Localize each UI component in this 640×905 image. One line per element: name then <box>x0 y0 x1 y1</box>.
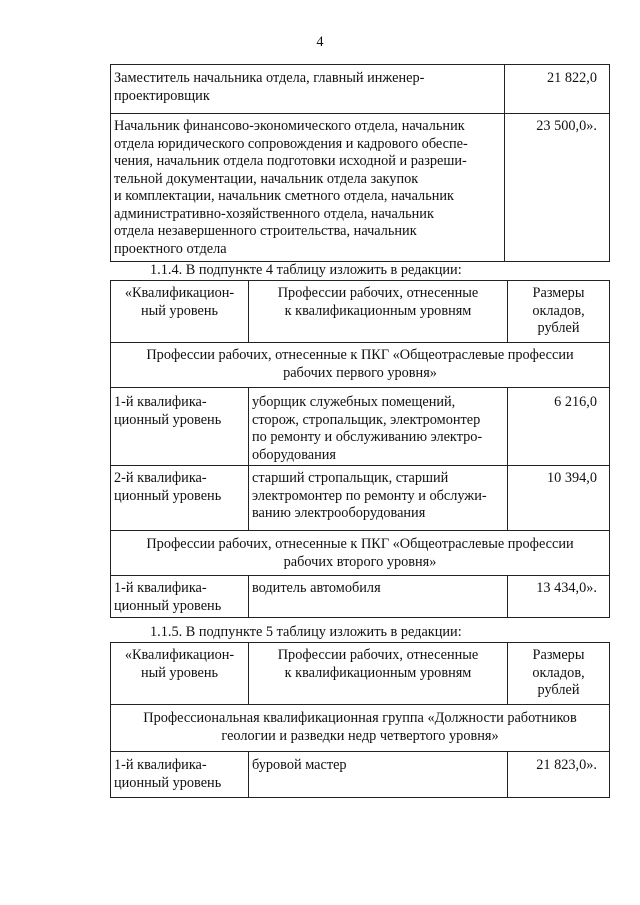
page-number: 4 <box>316 34 324 50</box>
workers-table-114 <box>110 280 610 618</box>
header-salary: Размеры окладов, рублей <box>508 281 610 343</box>
qualification-level: 1-й квалифика- ционный уровень <box>111 388 249 466</box>
table-row <box>111 752 610 798</box>
table-row <box>111 114 610 262</box>
table-row <box>111 576 610 618</box>
table-header-row <box>111 281 610 343</box>
header-salary: Размеры окладов, рублей <box>508 643 610 705</box>
profession-list: водитель автомобиля <box>249 576 508 618</box>
table-header-row <box>111 643 610 705</box>
header-qualification-level: «Квалификацион- ный уровень <box>111 281 249 343</box>
position-title: Начальник финансово-экономического отдела, начальник отдела юридического сопровождения и кадрового обеспе- чения, начальник отдела подготовки исходной и разреши- тельной документации, начальник отдела закупок и комплектации, начальник сметного отдела, начальник административно-хозяйственного отдела, начальник отдела незавершенного строительства, начальник проектного отдела <box>111 114 505 262</box>
group-title-row <box>111 343 610 388</box>
profession-list: буровой мастер <box>249 752 508 798</box>
position-title: Заместитель начальника отдела, главный инженер- проектировщик <box>111 65 505 114</box>
salary-value: 13 434,0». <box>508 576 610 618</box>
salary-value: 23 500,0». <box>505 114 610 262</box>
salary-value: 10 394,0 <box>508 466 610 531</box>
group-title-row <box>111 531 610 576</box>
profession-list: уборщик служебных помещений, сторож, стропальщик, электромонтер по ремонту и обслуживанию электро- оборудования <box>249 388 508 466</box>
workers-table-115 <box>110 642 610 798</box>
group-title: Профессии рабочих, отнесенные к ПКГ «Общеотраслевые профессии рабочих первого уровня» <box>111 343 610 388</box>
table-row <box>111 65 610 114</box>
section-heading-115: 1.1.5. В подпункте 5 таблицу изложить в редакции: <box>150 624 462 640</box>
table-row <box>111 388 610 466</box>
salary-value: 6 216,0 <box>508 388 610 466</box>
group-title-row <box>111 705 610 752</box>
top-salary-table <box>110 64 610 262</box>
header-professions: Профессии рабочих, отнесенные к квалификационным уровням <box>249 643 508 705</box>
qualification-level: 1-й квалифика- ционный уровень <box>111 752 249 798</box>
profession-list: старший стропальщик, старший электромонтер по ремонту и обслужи- ванию электрооборудования <box>249 466 508 531</box>
header-qualification-level: «Квалификацион- ный уровень <box>111 643 249 705</box>
section-heading-114: 1.1.4. В подпункте 4 таблицу изложить в редакции: <box>150 262 462 278</box>
group-title: Профессиональная квалификационная группа «Должности работников геологии и разведки недр четвертого уровня» <box>111 705 610 752</box>
salary-value: 21 823,0». <box>508 752 610 798</box>
table-row <box>111 466 610 531</box>
qualification-level: 2-й квалифика- ционный уровень <box>111 466 249 531</box>
group-title: Профессии рабочих, отнесенные к ПКГ «Общеотраслевые профессии рабочих второго уровня» <box>111 531 610 576</box>
qualification-level: 1-й квалифика- ционный уровень <box>111 576 249 618</box>
header-professions: Профессии рабочих, отнесенные к квалификационным уровням <box>249 281 508 343</box>
salary-value: 21 822,0 <box>505 65 610 114</box>
